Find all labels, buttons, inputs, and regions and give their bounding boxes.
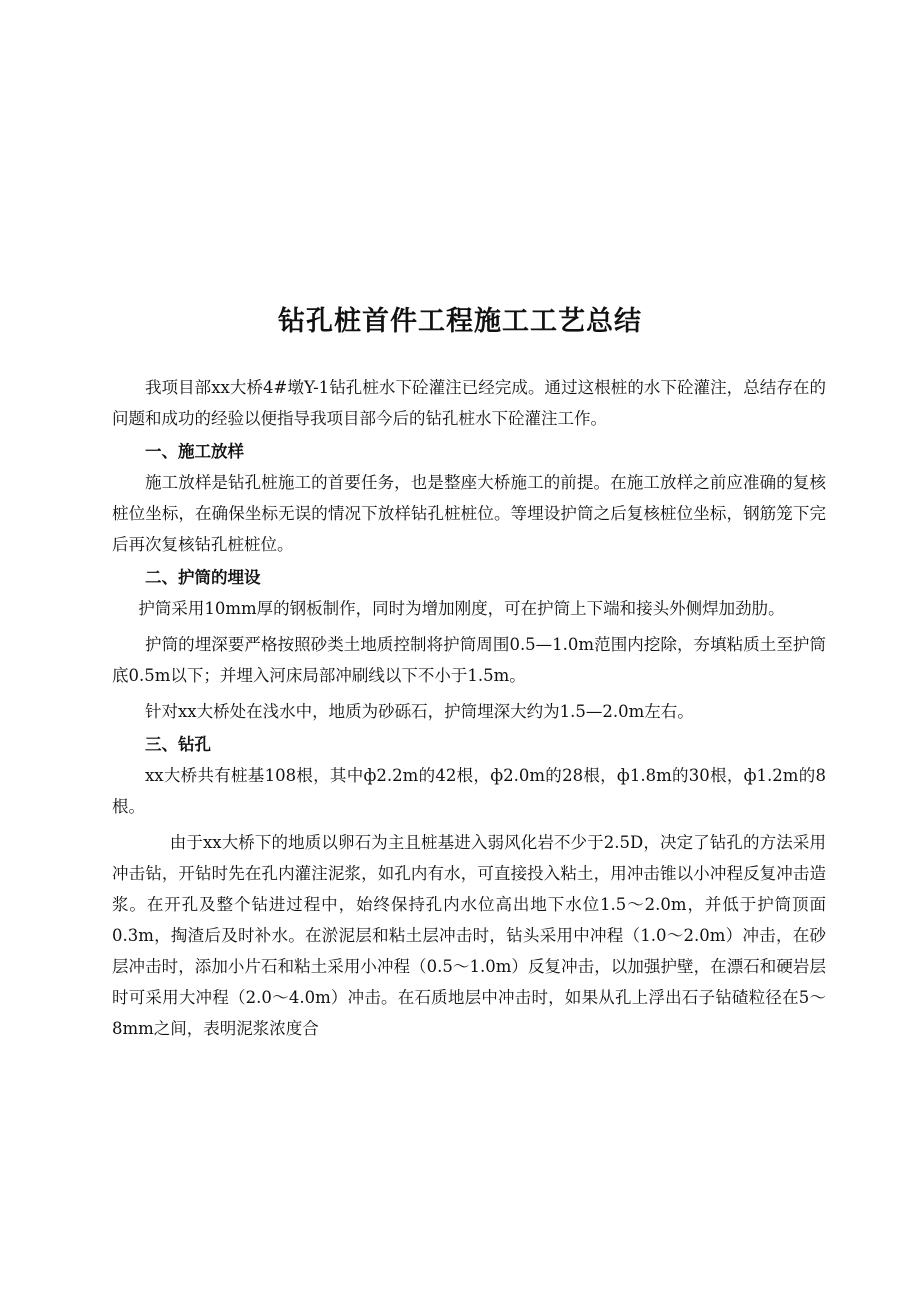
document-title: 钻孔桩首件工程施工工艺总结: [278, 306, 642, 337]
section-2-paragraph-1: 护筒采用10mm厚的钢板制作，同时为增加刚度，可在护筒上下端和接头外侧焊加劲肋。: [138, 599, 785, 618]
section-2-paragraph-3: 针对xx大桥处在浅水中，地质为砂砾石，护筒埋深大约为1.5—2.0m左右。: [145, 702, 694, 721]
section-1-paragraph-1: 施工放样是钻孔桩施工的首要任务，也是整座大桥施工的前提。在施工放样之前应准确的复核桩位坐标，在确保坐标无误的情况下放样钻孔桩桩位。等埋设护筒之后复核桩位坐标，钢筋笼下完后再次复核钻孔桩桩位。: [112, 473, 826, 554]
section-3-paragraph-2: 由于xx大桥下的地质以卵石为主且桩基进入弱风化岩不少于2.5D，决定了钻孔的方法采用冲击钻，开钻时先在孔内灌注泥浆，如孔内有水，可直接投入粘土，用冲击锥以小冲程反复冲击造浆。在开孔及整个钻进过程中，始终保持孔内水位高出地下水位1.5～2.0m，并低于护筒顶面0.3m，掏渣后及时补水。在淤泥层和粘土层冲击时，钻头采用中冲程（1.0～2.0m）冲击，在砂层冲击时，添加小片石和粘土采用小冲程（0.5～1.0m）反复冲击，以加强护壁，在漂石和硬岩层时可采用大冲程（2.0～4.0m）冲击。在石质地层中冲击时，如果从孔上浮出石子钻碴粒径在5～8mm之间，表明泥浆浓度合: [112, 833, 826, 1038]
section-3-paragraph-1: xx大桥共有桩基108根，其中ф2.2m的42根，ф2.0m的28根，ф1.8m的30根，ф1.2m的8根。: [112, 766, 826, 816]
section-heading-3: 三、钻孔: [145, 735, 211, 754]
section-2-paragraph-2: 护筒的埋深要严格按照砂类土地质控制将护筒周围0.5—1.0m范围内挖除，夯填粘质土至护筒底0.5m以下；并埋入河床局部冲刷线以下不小于1.5m。: [112, 635, 826, 685]
section-heading-2: 二、护筒的埋设: [145, 568, 261, 587]
intro-paragraph: 我项目部xx大桥4#墩Y-1钻孔桩水下砼灌注已经完成。通过这根桩的水下砼灌注，总结存在的问题和成功的经验以便指导我项目部今后的钻孔桩水下砼灌注工作。: [112, 378, 826, 428]
document-body: [112, 372, 826, 1044]
section-heading-1: 一、施工放样: [145, 442, 244, 461]
